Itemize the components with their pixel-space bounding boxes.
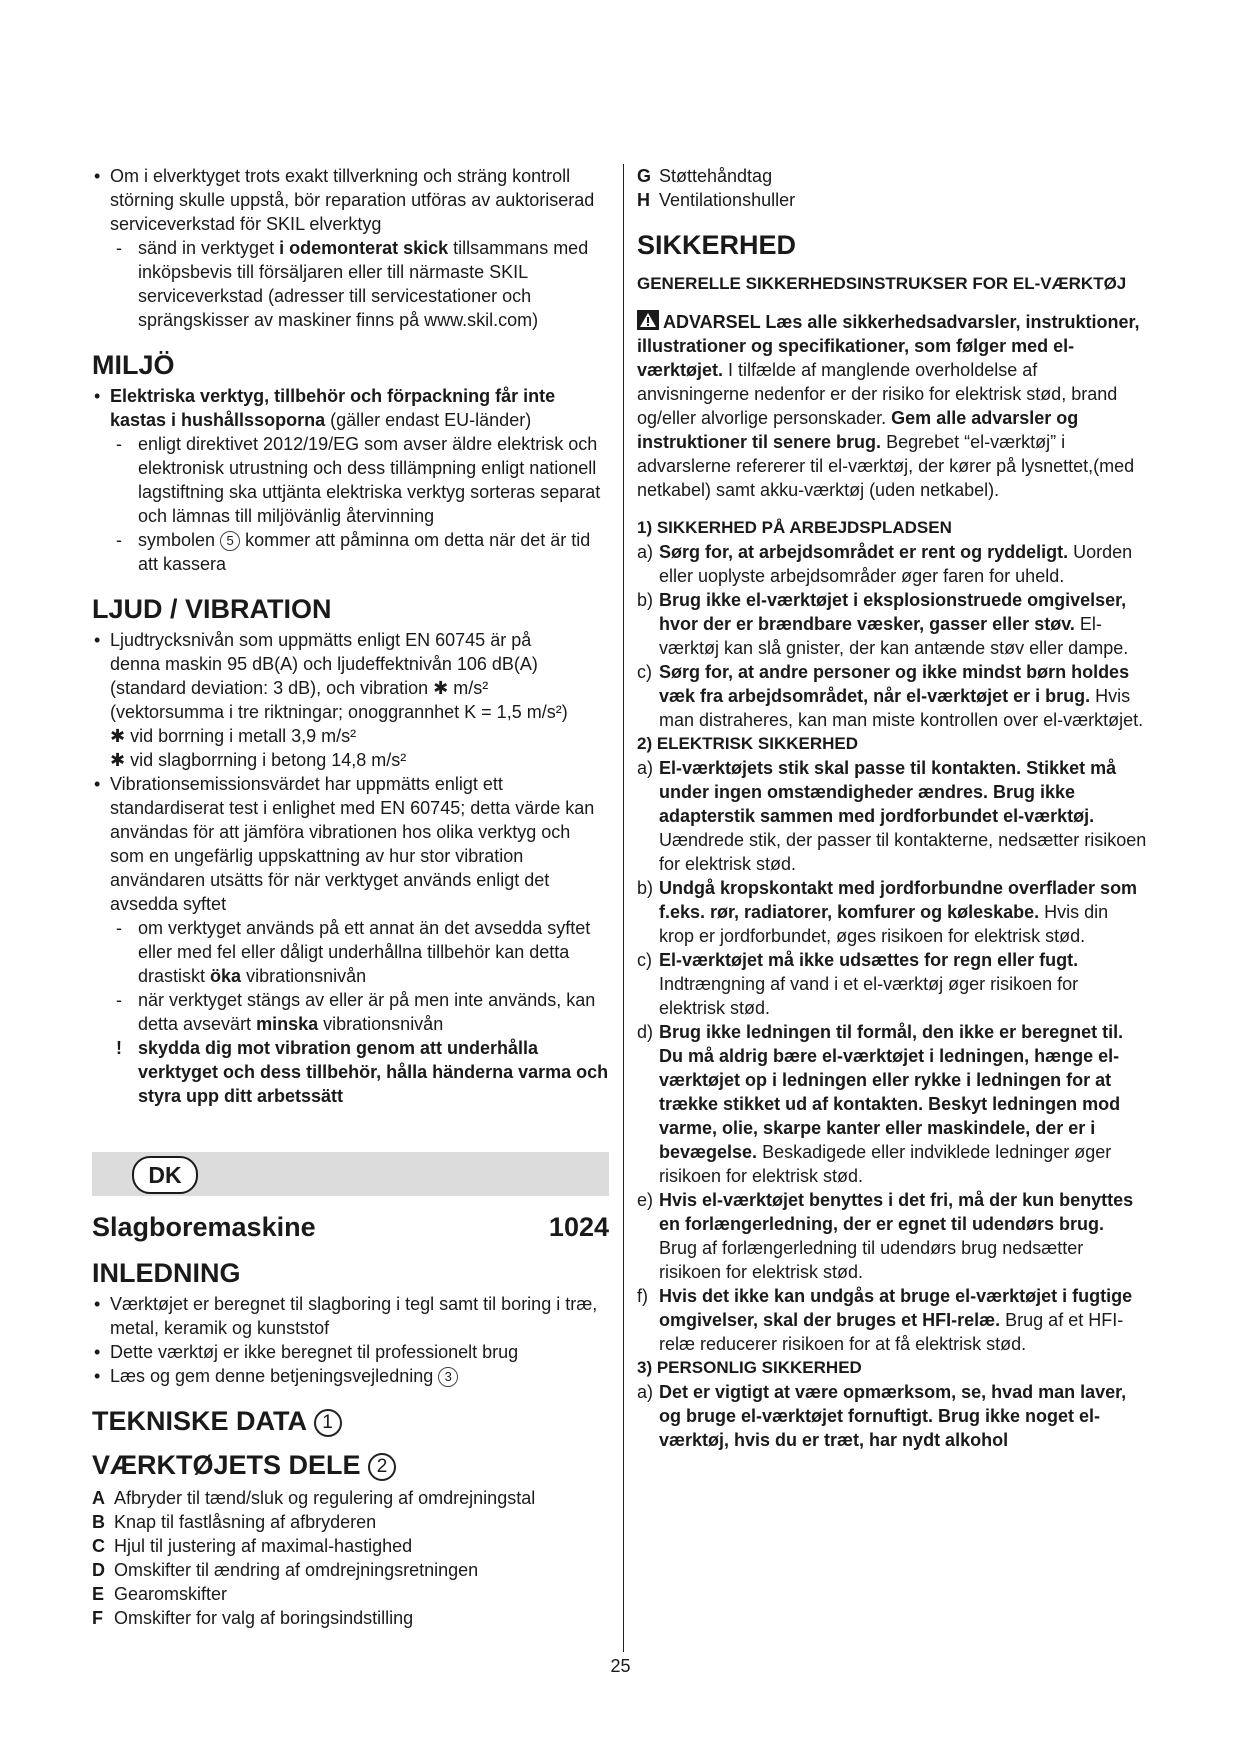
part-item (92, 1582, 609, 1606)
miljo-dash-directive: - enligt direktivet 2012/19/EG som avser äldre elektrisk och elektronisk utrustning och dess tillämpning enligt nationell lagstiftning ska uttjänta elektriska verktyg sorteras separat och lämnas till miljövänlig återvinning (116, 434, 601, 526)
parts-list (92, 1486, 609, 1630)
heading-ljud-vibration: LJUD / VIBRATION (92, 594, 332, 624)
tekniske-ref-circle: 1 (314, 1409, 342, 1437)
repair-dash: - sänd in verktyget i odemonterat skick tillsammans med inköpsbevis till försäljaren eller till närmaste SKIL serviceverkstad (adresser till servicestationer och sprängskisser av maskiner finns på www.skil.com) (116, 238, 589, 330)
right-column (637, 164, 1147, 1452)
part-letter: H (637, 190, 650, 210)
heading-vaerktojets-dele: VÆRKTØJETS DELE 2 (92, 1448, 609, 1482)
heading-sikkerhed: SIKKERHED (637, 230, 797, 260)
part-letter: C (92, 1536, 105, 1556)
manual-ref-circle: 3 (438, 1367, 458, 1387)
part-letter: G (637, 166, 652, 186)
heading-generelle: GENERELLE SIKKERHEDSINSTRUKSER FOR EL-VÆRKTØJ (637, 274, 1127, 293)
s2-item-b: b) Undgå kropskontakt med jordforbundne overflader som f.eks. rør, radiatorer, komfurer og køleskabe. Hvis din krop er jordforbundet, øges risikoen for elektrisk stød. (637, 878, 1138, 946)
part-letter: B (92, 1512, 105, 1532)
s2-item-c: c) El-værktøjet må ikke udsættes for regn eller fugt. Indtrængning af vand i et el-værktøj øger risikoen for elektrisk stød. (637, 950, 1079, 1018)
part-item (92, 1606, 609, 1630)
s2-item-a: a) El-værktøjets stik skal passe til kontakten. Stikket må under ingen omstændigheder ændres. Brug ikke adapterstik sammen med jordforbundet el-værktøj. Uændrede stik, der passer til kontakterne, nedsætter risikoen for elektrisk stød. (637, 758, 1147, 874)
part-text: Hjul til justering af maximal-hastighed (114, 1536, 413, 1556)
part-text: Omskifter for valg af boringsindstilling (114, 1608, 414, 1628)
ljud-warning: ! skydda dig mot vibration genom att underhålla verktyget och dess tillbehör, hålla händerna varma och styra upp ditt arbetssätt (116, 1038, 609, 1106)
heading-elektrisk: 2) ELEKTRISK SIKKERHED (637, 734, 859, 753)
column-divider (623, 164, 624, 1652)
s1-item-b: b) Brug ikke el-værktøjet i eksplosionstruede omgivelser, hvor der er brændbare væsker, gasser eller støv. El-værktøj kan slå gnister, der kan antænde støv eller dampe. (637, 590, 1129, 658)
part-letter: D (92, 1560, 105, 1580)
part-letter: F (92, 1608, 103, 1628)
part-item (92, 1558, 609, 1582)
parts-list-continued (637, 164, 1147, 212)
part-text: Støttehåndtag (659, 166, 773, 186)
part-item (92, 1534, 609, 1558)
product-number: 1024 (548, 1212, 609, 1242)
part-text: Gearomskifter (114, 1584, 228, 1604)
ljud-dash-increase: - om verktyget används på ett annat än det avsedda syftet eller med fel eller dåligt underhållna tillbehör kan detta drastiskt öka vibrationsnivån (116, 918, 591, 986)
part-text: Knap til fastlåsning af afbryderen (114, 1512, 377, 1532)
left-column (92, 164, 609, 1630)
s2-item-f: f) Hvis det ikke kan undgås at bruge el-værktøjet i fugtige omgivelser, skal der bruges et HFI-relæ. Brug af et HFI-relæ reducerer risikoen for at få elektrisk stød. (637, 1286, 1133, 1354)
heading-inledning: INLEDNING (92, 1258, 241, 1288)
part-item (92, 1486, 609, 1510)
s1-item-a: a) Sørg for, at arbejdsområdet er rent og ryddeligt. Uorden eller uoplyste arbejdsområder øger faren for uheld. (637, 542, 1133, 586)
language-badge: DK (132, 1156, 198, 1194)
heading-personlig: 3) PERSONLIG SIKKERHED (637, 1358, 862, 1377)
s1-item-c: c) Sørg for, at andre personer og ikke mindst børn holdes væk fra arbejdsområdet, når el-værktøjet er i brug. Hvis man distraheres, kan man miste kontrollen over el-værktøjet. (637, 662, 1144, 730)
miljo-dash-symbol: - symbolen 5 kommer att påminna om detta när det är tid att kassera (116, 530, 591, 574)
language-bar (92, 1152, 609, 1196)
part-item (92, 1510, 609, 1534)
s2-item-d: d) Brug ikke ledningen til formål, den ikke er beregnet til. Du må aldrig bære el-værktøjet i ledningen, hænge el-værktøjet op i ledningen eller rykke i ledningen for at trække stikket ud af kontakten. Beskyt ledningen mod varme, olie, skarpe kanter eller maskindele, der er i bevægelse. Beskadigede eller indviklede ledninger øger risikoen for elektrisk stød. (637, 1022, 1124, 1186)
ljud-dash-decrease: - när verktyget stängs av eller är på men inte används, kan detta avsevärt minska vibrationsnivån (116, 990, 596, 1034)
heading-arbejdspladsen: 1) SIKKERHED PÅ ARBEJDSPLADSEN (637, 518, 952, 537)
ljud-bullet-noise: • Ljudtrycksnivån som uppmätts enligt EN 60745 är på denna maskin 95 dB(A) och ljudeffektnivån 106 dB(A) (standard deviation: 3 dB), och vibration ✱ m/s² (vektorsumma i tre riktningar; onoggrannhet K = 1,5 m/s²) ✱ vid borrning i metall 3,9 m/s² ✱ vid slagborrning i betong 14,8 m/s² (92, 628, 609, 772)
inledning-bullet-professional: • Dette værktøj er ikke beregnet til professionelt brug (92, 1340, 609, 1364)
part-letter: E (92, 1584, 105, 1604)
inledning-bullet-manual: • Læs og gem denne betjeningsvejledning 3 (92, 1364, 609, 1388)
advarsel-paragraph: ADVARSEL Læs alle sikkerhedsadvarsler, instruktioner, illustrationer og specifikationer, som følger med el-værktøjet. I tilfælde af manglende overholdelse af anvisningerne nedenfor er der risiko for elektrisk stød, brand og/eller alvorlige personskader. Gem alle advarsler og instruktioner til senere brug. Begrebet “el-værktøj” i advarslerne refererer til el-værktøj, der kører på lysnettet,(med netkabel) samt akku-værktøj (uden netkabel). (637, 312, 1140, 500)
miljo-bullet: • Elektriska verktyg, tillbehör och förpackning får inte kastas i hushållssoporna (gäller endast EU-länder) (92, 384, 609, 432)
part-item (637, 164, 1147, 188)
part-item (637, 188, 1147, 212)
product-title: Slagboremaskine (92, 1212, 316, 1242)
dele-ref-circle: 2 (368, 1453, 396, 1481)
part-text: Ventilationshuller (659, 190, 796, 210)
page-number: 25 (610, 1656, 631, 1676)
inledning-bullet-purpose: • Værktøjet er beregnet til slagboring i tegl samt til boring i træ, metal, keramik og kunststof (92, 1292, 609, 1340)
warning-triangle-icon (637, 310, 659, 330)
part-text: Omskifter til ændring af omdrejningsretningen (114, 1560, 479, 1580)
s2-item-e: e) Hvis el-værktøjet benyttes i det fri, må der kun benyttes en forlængerledning, der er egnet til udendørs brug. Brug af forlængerledning til udendørs brug nedsætter risikoen for elektrisk stød. (637, 1190, 1134, 1282)
s3-item-a: a) Det er vigtigt at være opmærksom, se, hvad man laver, og bruge el-værktøjet fornuftigt. Brug ikke noget el-værktøj, hvis du er træt, har nydt alkohol (637, 1382, 1127, 1450)
product-title-row (92, 1210, 609, 1244)
ljud-bullet-emission: • Vibrationsemissionsvärdet har uppmätts enligt ett standardiserat test i enlighet med EN 60745; detta värde kan användas för att jämföra vibrationen hos olika verktyg och som en ungefärlig uppskattning av hur stor vibration användaren utsätts för när verktyget används enligt det avsedda syftet (92, 772, 609, 916)
symbol-ref-circle: 5 (220, 531, 240, 551)
heading-miljo: MILJÖ (92, 350, 175, 380)
part-letter: A (92, 1488, 105, 1508)
part-text: Afbryder til tænd/sluk og regulering af omdrejningstal (114, 1488, 536, 1508)
repair-bullet: • Om i elverktyget trots exakt tillverkning och sträng kontroll störning skulle uppstå, bör reparation utföras av auktoriserad serviceverkstad för SKIL elverktyg (92, 164, 609, 236)
heading-tekniske-data: TEKNISKE DATA 1 (92, 1404, 609, 1438)
